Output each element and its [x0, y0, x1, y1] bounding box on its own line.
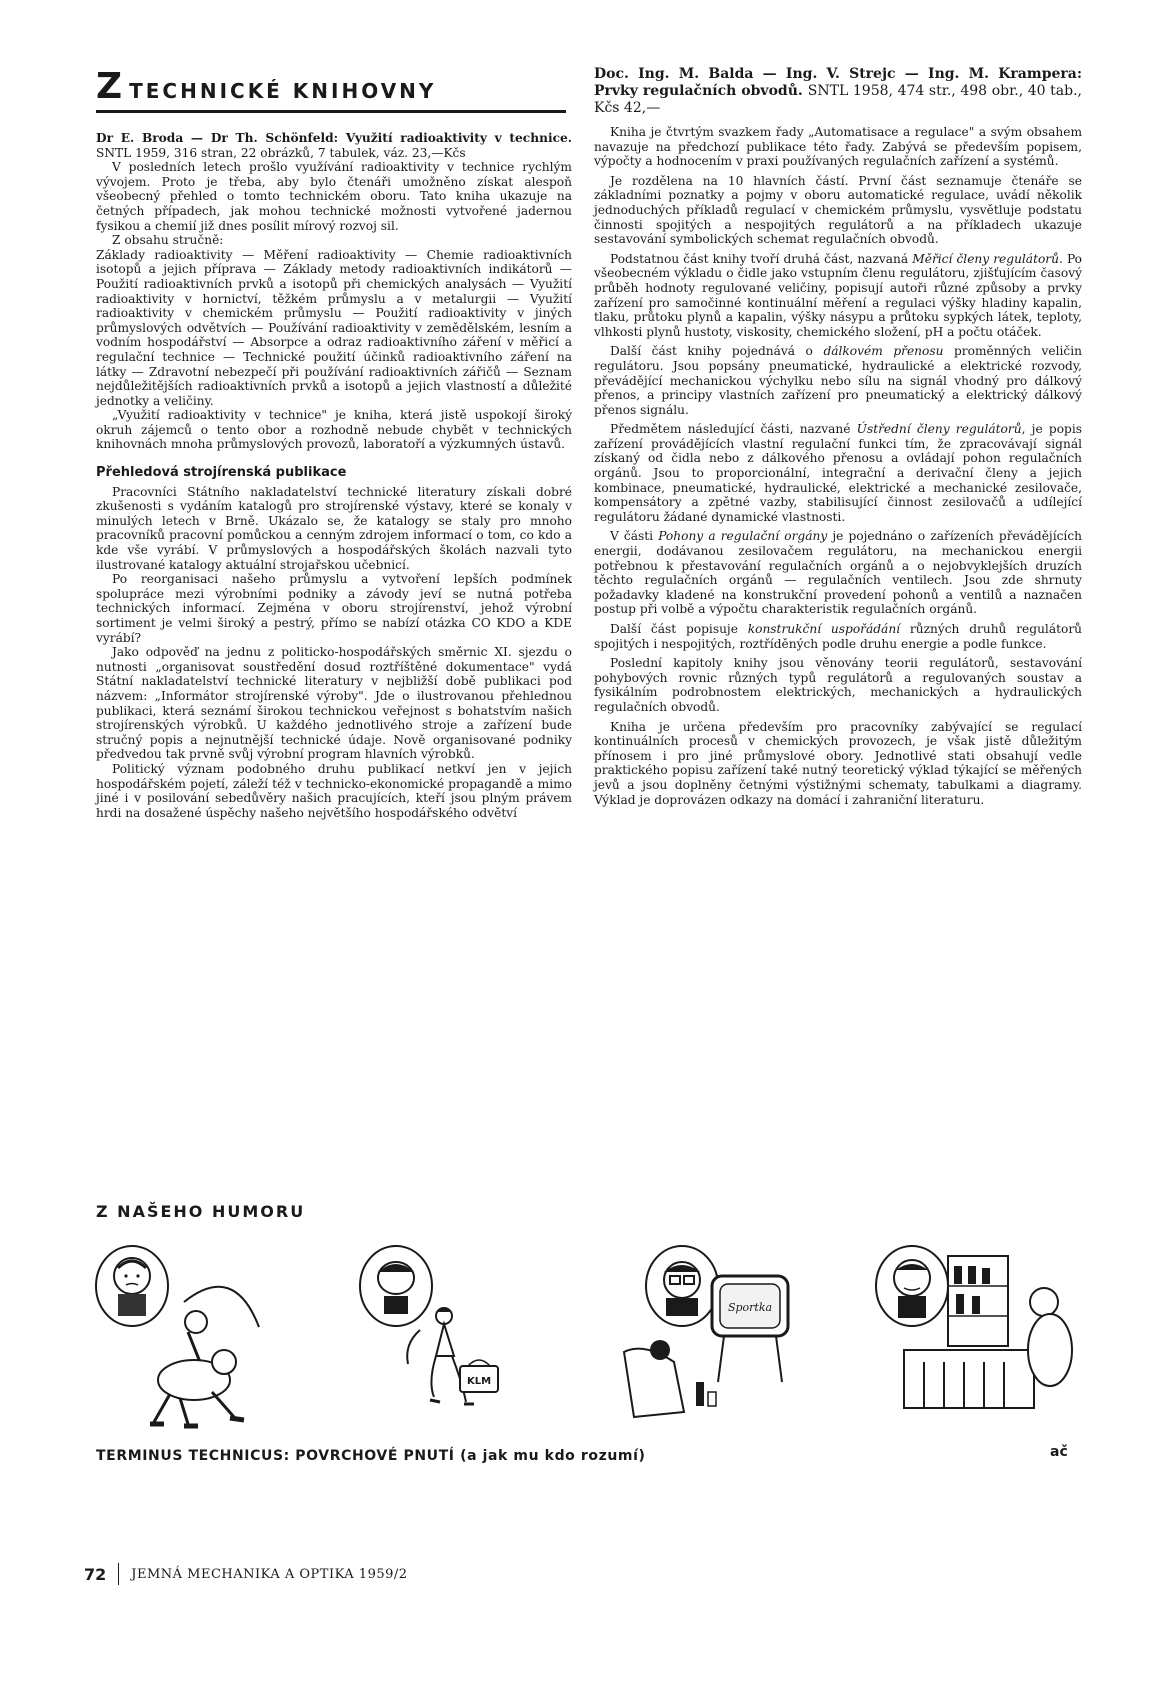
- bag-label: KLM: [466, 1376, 492, 1387]
- cartoon-strip: [84, 1232, 1084, 1432]
- contents-list: Základy radioaktivity — Měření radioaktivity — Chemie radioaktivních isotopů a jejich příprava — Základy metody radioaktivních indikátorů — Použití radioaktivních prvků a isotopů při chemických analysách — Využití radioaktivity v hornictví, těžkém průmyslu a v metalurgii — Využití radioaktivity v chemickém průmyslu — Použití radioaktivity v jiných průmyslových odvětvích — Používání radioaktivity v zemědělském, lesním a vodním hospodářství — Absorpce a odraz radioaktivního záření v měřicí a regulační technice — Technické použití účinků radioaktivního záření na látky — Zdravotní nebezpečí při používání radioaktivních zářičů — Seznam nejdůležitějších radioaktivních prvků a isotopů a jejich vlastností a důležité jednotky a veličiny.: [96, 247, 572, 408]
- paragraph: V posledních letech prošlo využívání radioaktivity v technice rychlým vývojem. Proto je třeba, aby bylo čtenáři umožněno získat alespoň všeobecný přehled o tomto technickém oboru. Tato kniha ukazuje na četných případech, jak mohou technické možnosti vytvořené jadernou fysikou a chemií již dnes posílit mírový rozvoj sil.: [96, 160, 572, 233]
- author-initials: ač: [1050, 1444, 1068, 1460]
- review-broda-meta: SNTL 1959, 316 stran, 22 obrázků, 7 tabulek, váz. 23,—Kčs: [96, 145, 466, 160]
- section-heading-letter: Z: [96, 66, 124, 107]
- text-run: proměnných veličin regulátoru. Jsou popsány pneumatické, hydraulické a elektrické rozvody, převádějící mechanickou výchylku nebo sílu na signál vhodný pro dálkový přenos, a principy vlastních zařízení pro pneumatický a elektrický dálkový přenos signálu.: [594, 344, 1082, 417]
- emphasis: Měřicí členy regulátorů: [912, 251, 1059, 266]
- emphasis: Ústřední členy regulátorů: [856, 422, 1022, 437]
- rider-head: [185, 1311, 207, 1333]
- paragraph: Je rozdělena na 10 hlavních částí. První část seznamuje čtenáře se základními poznatky a pojmy v oboru automatické regulace, uvádí několik jednoduchých příkladů regulací v chemickém průmyslu, vysvětluje podstatu činnosti spojitých a nespojitých regulátorů a na příkladech ukazuje sestavování symbolických schemat regulačních obvodů.: [594, 173, 1082, 247]
- cartoon-panel-tv: [604, 1232, 824, 1432]
- bottle-icon: [696, 1382, 704, 1406]
- right-column: [594, 66, 1082, 807]
- review-broda-heading: Dr E. Broda — Dr Th. Schönfeld: Využití radioaktivity v technice.: [96, 131, 572, 145]
- text-run: Další část popisuje: [610, 622, 748, 636]
- cartoon-panel-woman: [324, 1232, 544, 1432]
- cartoon-caption: TERMINUS TECHNICUS: POVRCHOVÉ PNUTÍ (a jak mu kdo rozumí): [96, 1448, 646, 1464]
- text-run: V části: [610, 529, 659, 544]
- review-balda-meta: SNTL 1958, 474 str., 498 obr., 40 tab., Kčs 42,—: [594, 83, 1083, 116]
- viewer-head: [650, 1340, 670, 1360]
- left-column: [96, 131, 572, 820]
- emphasis: Pohony a regulační orgány: [658, 529, 828, 544]
- paragraph: „Využití radioaktivity v technice" je kniha, která jistě uspokojí široký okruh zájemců o tento obor a rozhodně nebude chybět v technických knihovnách mnoha průmyslových provozů, laboratoří a výzkumných ústavů.: [96, 408, 572, 452]
- woman-blouse: [384, 1296, 408, 1314]
- paragraph: [594, 529, 1082, 617]
- child-head: [114, 1258, 150, 1294]
- child-sweater: [118, 1294, 146, 1316]
- paragraph: Jako odpověď na jednu z politicko-hospodářských směrnic XI. sjezdu o nutnosti „organisovat soustředění dosud roztříštěné dokumentace" vydá Státní nakladatelství technické literatury v nejbližší době publikaci pod názvem: „Informátor strojírenské výroby". Jde o ilustrovanou přehlednou publikaci, která seznámí širokou technickou veřejnost s bohatstvím našich strojírenských výrobků. U každého jednotlivého stroje a zařízení bude stručný popis a nejnutnější technické údaje. Nově organisované podniky předvedou tak prvně svůj výrobní program hlavních výrobků.: [96, 645, 572, 762]
- paragraph: Pracovníci Státního nakladatelství technické literatury získali dobré zkušenosti s vydáním katalogů pro strojírenské výstavy, které se konaly v minulých letech v Brně. Ukázalo se, že katalogy se staly pro mnoho pracovníků pracovní pomůckou a cenným zdrojem informací o tom, co kdo a kde vše vyrábí. V průmyslových a hospodářských školách nazvali tyto ilustrované katalogy aktuální strojařskou učebnicí.: [96, 484, 572, 572]
- text-run: , je popis zařízení provádějících vlastní regulační funkci tím, že zpracovávají signál získaný od čidla nebo z dálkového přenosu a ovládají pohon regulačních orgánů. Jsou to proporcionální, integrační a derivační členy a jejich kombinace, pneumatické, hydraulické, elektrické a mechanické zesilovače, kompensátory a zpětné vazby, stabilisující činnost zesilovačů a udílející regulátoru žádané dynamické vlastnosti.: [594, 422, 1082, 524]
- section-heading: [96, 66, 566, 113]
- text-run: je pojednáno o zařízeních převádějících energii, dodávanou zesilovačem regulátoru, na mechanickou energii potřebnou k přestavování regulačních orgánů a o nejobvyklejších druzích těchto regulačních orgánů — regulačních ventilech. Jsou zde shrnuty požadavky kladené na konstrukční provedení pohonů a ventilů a naznačen postup při volbě a výpočtu charakteristik regulačních orgánů.: [594, 529, 1082, 617]
- emphasis: dálkovém přenosu: [823, 344, 944, 359]
- text-run: různých druhů regulátorů spojitých i nespojitých, roztříděných podle druhu energie a podle funkce.: [594, 622, 1082, 651]
- paragraph: [594, 422, 1082, 524]
- article-heading: Přehledová strojírenská publikace: [96, 465, 347, 481]
- humor-heading: Z NAŠEHO HUMORU: [96, 1202, 306, 1221]
- text-run: Předmětem následující části, nazvané: [610, 422, 857, 437]
- paragraph: Po reorganisaci našeho průmyslu a vytvoření lepších podmínek spolupráce mezi výrobními podniky a závody jeví se nutná potřeba technických informací. Zejména v oboru strojírenství, jehož výrobní sortiment je velmi široký a pestrý, přímo se nabízí otázka CO KDO a KDE vyrábí?: [96, 572, 572, 645]
- glass-icon: [708, 1392, 716, 1406]
- customer-head: [1030, 1288, 1058, 1316]
- page-number: 72: [84, 1564, 107, 1584]
- man-head: [212, 1350, 236, 1374]
- man-jacket: [666, 1298, 698, 1316]
- journal-title: JEMNÁ MECHANIKA A OPTIKA 1959/2: [131, 1566, 408, 1582]
- paragraph: [594, 252, 1082, 340]
- emphasis: konstrukční uspořádání: [747, 622, 901, 636]
- woman-dress: [436, 1324, 454, 1356]
- woman-hair: [378, 1264, 414, 1272]
- paragraph: Z obsahu stručně:: [112, 233, 224, 248]
- paragraph: Kniha je čtvrtým svazkem řady „Automatisace a regulace" a svým obsahem navazuje na předchozí publikace této řady. Zabývá se především popisem, výpočty a hodnocením v praxi používaných regulačních zařízení a systémů.: [594, 125, 1082, 169]
- man-suit: [898, 1296, 926, 1318]
- armchair-icon: [624, 1349, 684, 1417]
- section-heading-title: TECHNICKÉ KNIHOVNY: [129, 79, 437, 103]
- review-balda: [594, 66, 1082, 117]
- paragraph: [594, 622, 1082, 651]
- paragraph: Politický význam podobného druhu publikací netkví jen v jejich hospodářském pojetí, záleží též v technicko-ekonomické propagandě a mimo jiné i v posilování sebedůvěry našich pracujících, kteří jsou plným právem hrdi na dosažené úspěchy našeho největšího hospodářského odvětví: [96, 761, 572, 820]
- cartoon-panel-whip: [84, 1232, 304, 1432]
- text-run: Podstatnou část knihy tvoří druhá část, nazvaná: [610, 251, 913, 266]
- paragraph: Poslední kapitoly knihy jsou věnovány teorii regulátorů, sestavování pohybových rovnic různých typů regulátorů a regulovaných soustav a fysikálním podrobnostem elektrických, mechanických a hydraulických regulačních obvodů.: [594, 656, 1082, 714]
- tv-label: Sportka: [727, 1301, 773, 1314]
- tv-stand: [718, 1336, 782, 1382]
- paragraph: [594, 344, 1082, 417]
- heels: [430, 1400, 474, 1404]
- page-footer: [84, 1563, 408, 1585]
- review-balda-heading: Doc. Ing. M. Balda — Ing. V. Strejc — Ing. M. Krampera: Prvky regulačních obvodů.: [594, 66, 1082, 99]
- paragraph: Kniha je určena především pro pracovníky zabývající se regulací kontinuálních procesů v chemických provozech, je však jistě důležitým přínosem i pro jiné průmyslové obory. Jednotlivé stati obsahují vedle praktického popisu zařízení také nutný teoretický výklad týkající se měřených jevů a jsou doplněny četnými výstižnými schematy, tabulkami a diagramy. Výklad je doprovázen odkazy na domácí i zahraniční literaturu.: [594, 719, 1082, 807]
- text-run: Další část knihy pojednává o: [610, 344, 824, 359]
- shoes: [150, 1418, 244, 1426]
- review-broda: [96, 131, 572, 160]
- footer-divider: [118, 1563, 119, 1585]
- cartoon-panel-shop: [864, 1232, 1084, 1432]
- text-run: . Po všeobecném výkladu o čidle jako vstupním členu regulátoru, zjišťujícím časový průběh hodnoty regulované veličiny, popisují autoři různé způsoby a prvky zařízení pro samočinné kontinuální měření a regulaci výšky hladiny kapalin, tlaku, průtoku plynů a kapalin, výšky násypu a průtoku sypkých látek, teploty, vlhkosti plynů hustoty, viskosity, chemického složení, pH a počtu otáček.: [594, 251, 1082, 339]
- customer-body: [1028, 1314, 1072, 1386]
